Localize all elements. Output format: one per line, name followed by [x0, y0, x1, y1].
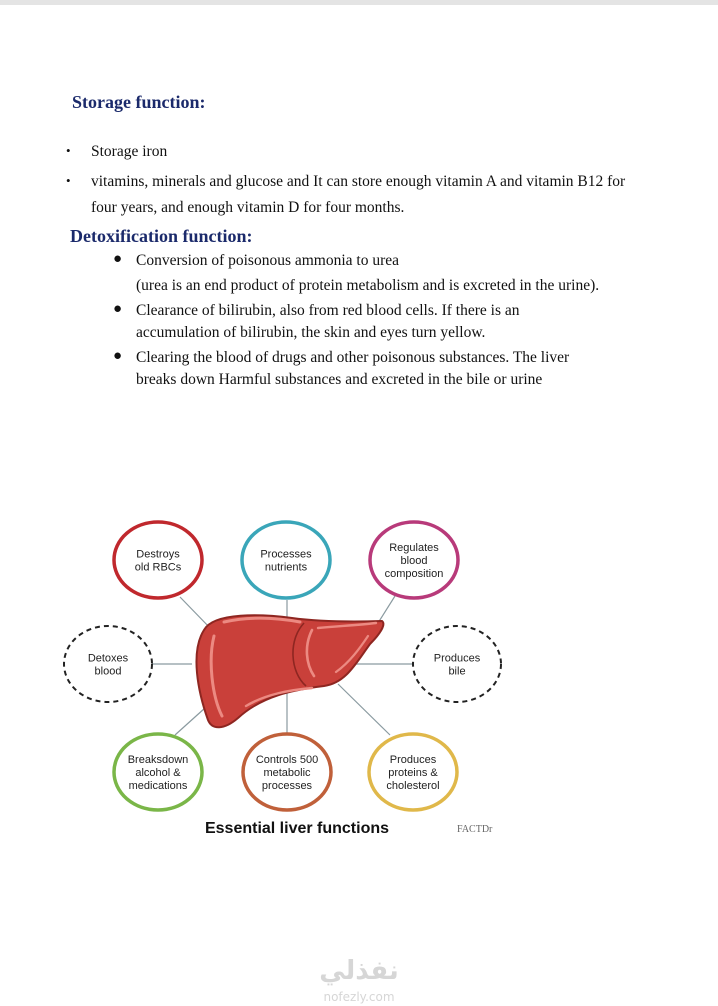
function-circle-controls-500 — [243, 734, 331, 810]
circle-label: proteins & — [388, 767, 438, 779]
circle-label: Controls 500 — [255, 754, 319, 766]
connector-breaks-down-alcohol — [175, 708, 205, 735]
circle-label: bile — [448, 665, 466, 678]
function-circle-processes-nutrients — [242, 522, 330, 598]
circle-label: blood — [400, 555, 428, 567]
circle-label: Produces — [433, 652, 481, 665]
detox-bullet-drugs-line2: breaks down Harmful substances and excreted in the bile or urine — [136, 371, 543, 388]
circle-label: medications — [128, 780, 188, 792]
circle-label: Destroys — [136, 548, 180, 561]
detox-bullet-bilirubin-line1: Clearance of bilirubin, also from red blood cells. If there is an — [136, 302, 520, 319]
storage-bullet-vitamins-line2: four years, and enough vitamin D for four months. — [91, 199, 405, 216]
circle-label: Detoxes — [87, 652, 129, 665]
bullet-marker: • — [66, 173, 71, 188]
function-circle-produces-proteins — [369, 734, 457, 810]
circle-label: nutrients — [264, 561, 308, 574]
function-circle-regulates-blood — [370, 522, 458, 598]
detox-bullet-ammonia-line1: Conversion of poisonous ammonia to urea — [136, 252, 400, 269]
top-border — [0, 0, 718, 5]
bullet-marker: ● — [113, 251, 123, 267]
bullet-marker: • — [66, 143, 71, 158]
circle-label: composition — [384, 568, 444, 580]
connector-produces-proteins — [338, 684, 390, 735]
watermark-site: nofezly.com — [323, 990, 395, 1004]
circle-label: Breaksdown — [127, 754, 189, 766]
function-circle-produces-bile — [413, 626, 501, 702]
liver-functions-diagram — [0, 500, 718, 860]
bullet-marker: ● — [113, 348, 123, 364]
liver-illustration — [196, 615, 383, 727]
storage-heading: Storage function: — [72, 92, 206, 112]
circle-label: blood — [94, 665, 122, 678]
liver-shape — [196, 615, 383, 727]
circle-label: alcohol & — [135, 767, 181, 779]
circle-label: metabolic — [263, 767, 311, 779]
storage-bullet-iron: Storage iron — [91, 143, 168, 160]
detox-bullet-bilirubin-line2: accumulation of bilirubin, the skin and eyes turn yellow. — [136, 324, 486, 341]
circle-label: cholesterol — [386, 780, 440, 792]
circle-label: Regulates — [389, 542, 439, 554]
connector-regulates-blood — [378, 596, 395, 623]
diagram-title: Essential liver functions — [204, 820, 390, 837]
circle-label: old RBCs — [134, 561, 182, 574]
storage-bullet-vitamins-line1: vitamins, minerals and glucose and It can store enough vitamin A and vitamin B12 for — [91, 173, 626, 190]
detox-bullet-ammonia-line2: (urea is an end product of protein metabolism and is excreted in the urine). — [136, 277, 600, 294]
watermark-arabic: نفذلي — [319, 956, 399, 986]
bullet-marker: ● — [113, 301, 123, 317]
circle-label: Processes — [260, 548, 312, 561]
function-circle-detoxes-blood — [64, 626, 152, 702]
diagram-credit: FACTDr — [457, 824, 493, 835]
circle-label: processes — [261, 780, 313, 792]
detox-heading: Detoxification function: — [70, 226, 253, 246]
function-circle-destroys-rbcs — [114, 522, 202, 598]
detox-bullet-drugs-line1: Clearing the blood of drugs and other poisonous substances. The liver — [136, 349, 570, 366]
function-circle-breaks-down-alcohol — [114, 734, 202, 810]
circle-label: Produces — [389, 754, 437, 766]
